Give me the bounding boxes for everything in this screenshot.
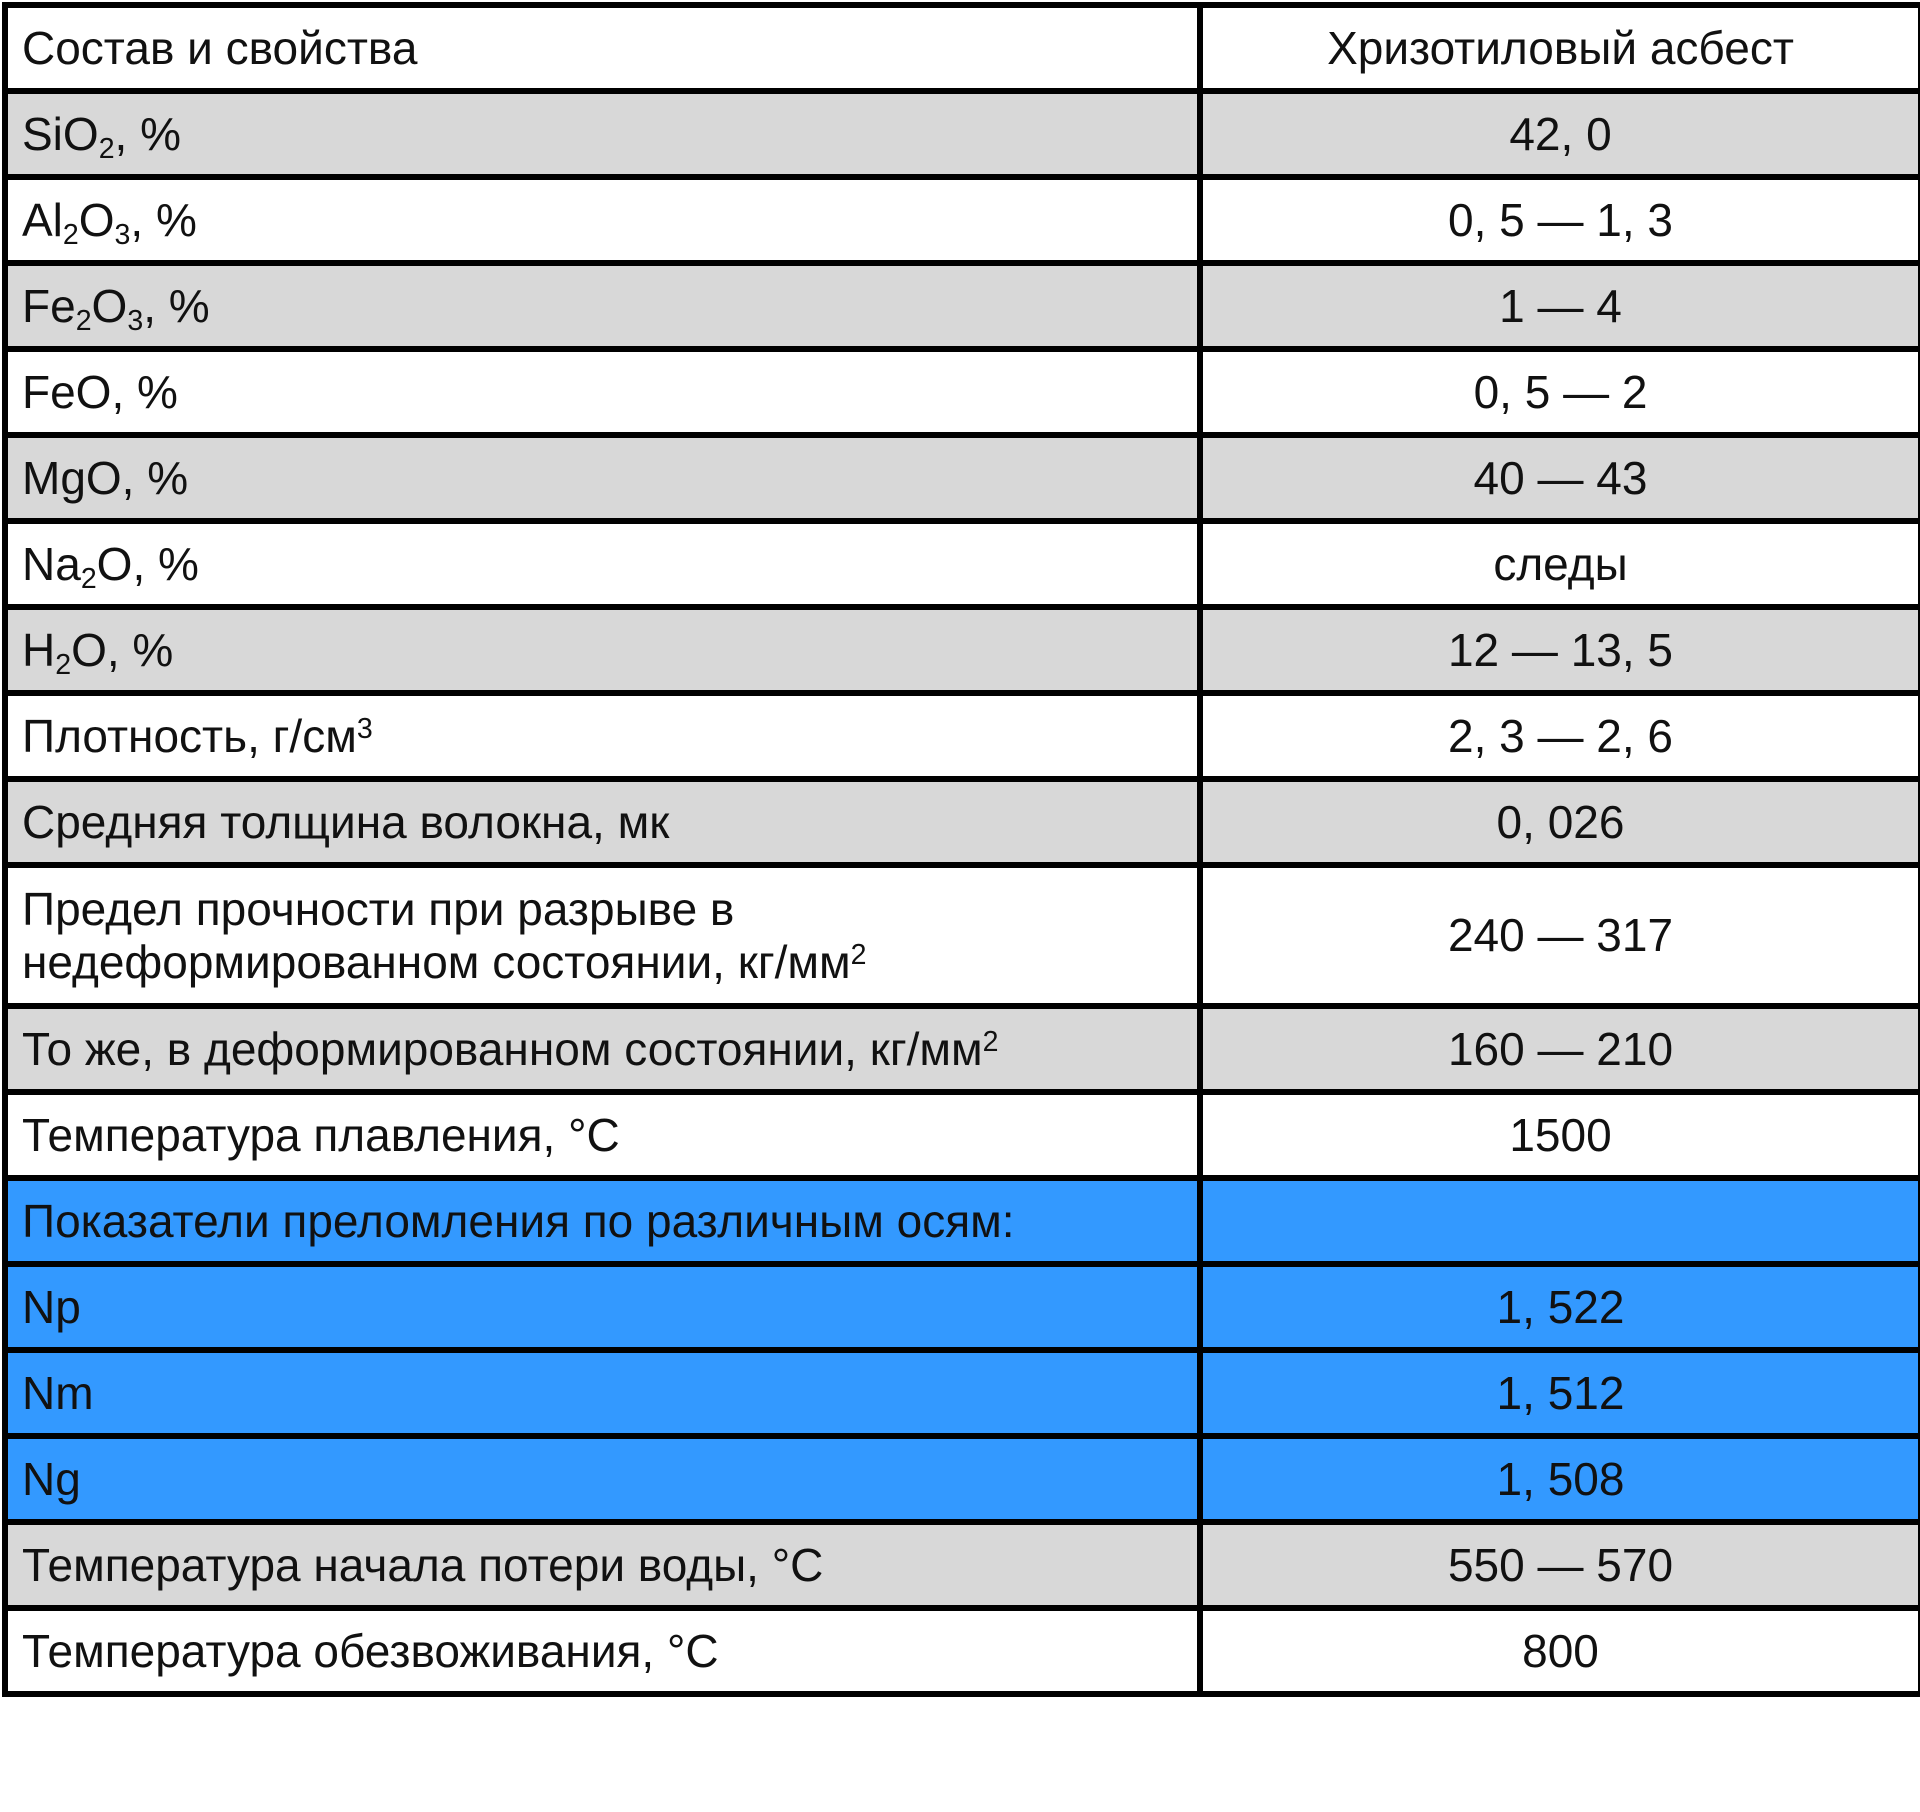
row-value: 2, 3 — 2, 6 xyxy=(1200,693,1920,779)
table-row xyxy=(5,865,1920,1006)
formula-subscript: 2 xyxy=(62,218,79,251)
row-label: Ng xyxy=(5,1436,1200,1522)
row-value: 1500 xyxy=(1200,1092,1920,1178)
unit-superscript: 2 xyxy=(982,1025,999,1058)
row-value: 160 — 210 xyxy=(1200,1006,1920,1092)
label-line-1: Предел прочности при разрыве в xyxy=(22,882,735,935)
table-row xyxy=(5,91,1920,177)
row-label xyxy=(5,263,1200,349)
row-label: Температура плавления, °C xyxy=(5,1092,1200,1178)
row-value: 1, 512 xyxy=(1200,1350,1920,1436)
formula-subscript: 2 xyxy=(55,648,72,681)
label-text: Плотность, г/см xyxy=(22,709,357,762)
row-label xyxy=(5,693,1200,779)
row-label: FeO, % xyxy=(5,349,1200,435)
row-label xyxy=(5,865,1200,1006)
table-row xyxy=(5,521,1920,607)
row-value: 40 — 43 xyxy=(1200,435,1920,521)
label-unit: , % xyxy=(143,279,210,332)
row-value xyxy=(1200,1178,1920,1264)
formula-base: SiO xyxy=(22,107,99,160)
label-unit: O, % xyxy=(71,623,174,676)
row-value: 0, 5 — 1, 3 xyxy=(1200,177,1920,263)
formula-subscript: 2 xyxy=(98,132,115,165)
row-label: Nm xyxy=(5,1350,1200,1436)
table-row xyxy=(5,1006,1920,1092)
header-property: Состав и свойства xyxy=(5,5,1200,91)
unit-superscript: 3 xyxy=(356,712,373,745)
row-value: 0, 026 xyxy=(1200,779,1920,865)
formula-part: O xyxy=(78,193,115,246)
label-unit: , % xyxy=(114,107,182,160)
table-row xyxy=(5,1092,1920,1178)
formula-part: Al xyxy=(22,193,63,246)
row-label: Показатели преломления по различным осям: xyxy=(5,1178,1200,1264)
row-value: следы xyxy=(1200,521,1920,607)
table-row xyxy=(5,177,1920,263)
row-label: MgO, % xyxy=(5,435,1200,521)
formula-subscript: 3 xyxy=(127,304,144,337)
formula-subscript: 2 xyxy=(75,304,92,337)
unit-superscript: 2 xyxy=(850,938,867,971)
formula-base: H xyxy=(22,623,56,676)
row-label: Np xyxy=(5,1264,1200,1350)
table-row xyxy=(5,1522,1920,1608)
row-value: 1, 522 xyxy=(1200,1264,1920,1350)
table-row-section-header xyxy=(5,1178,1920,1264)
label-unit: , % xyxy=(130,193,197,246)
table-row xyxy=(5,263,1920,349)
formula-base: Na xyxy=(22,537,81,590)
row-label xyxy=(5,177,1200,263)
table-row xyxy=(5,1608,1920,1694)
row-label: Средняя толщина волокна, мк xyxy=(5,779,1200,865)
row-label xyxy=(5,91,1200,177)
table-row xyxy=(5,1350,1920,1436)
row-value: 800 xyxy=(1200,1608,1920,1694)
row-value: 1, 508 xyxy=(1200,1436,1920,1522)
row-label xyxy=(5,1006,1200,1092)
label-unit: O, % xyxy=(96,537,199,590)
formula-part: O xyxy=(91,279,128,332)
row-value: 0, 5 — 2 xyxy=(1200,349,1920,435)
formula-part: Fe xyxy=(22,279,76,332)
table-row xyxy=(5,349,1920,435)
header-value: Хризотиловый асбест xyxy=(1200,5,1920,91)
label-text: То же, в деформированном состоянии, кг/мм xyxy=(22,1022,983,1075)
table-row xyxy=(5,607,1920,693)
row-value: 1 — 4 xyxy=(1200,263,1920,349)
row-value: 12 — 13, 5 xyxy=(1200,607,1920,693)
row-label xyxy=(5,521,1200,607)
formula-subscript: 2 xyxy=(80,562,97,595)
table-row xyxy=(5,779,1920,865)
table-row xyxy=(5,693,1920,779)
table-row xyxy=(5,435,1920,521)
row-value: 42, 0 xyxy=(1200,91,1920,177)
table-row xyxy=(5,1436,1920,1522)
row-label: Температура обезвоживания, °C xyxy=(5,1608,1200,1694)
row-label xyxy=(5,607,1200,693)
asbestos-properties-table xyxy=(2,2,1920,1697)
row-value: 240 — 317 xyxy=(1200,865,1920,1006)
header-row xyxy=(5,5,1920,91)
row-value: 550 — 570 xyxy=(1200,1522,1920,1608)
row-label: Температура начала потери воды, °C xyxy=(5,1522,1200,1608)
table-row xyxy=(5,1264,1920,1350)
formula-subscript: 3 xyxy=(114,218,131,251)
label-line-2: недеформированном состоянии, кг/мм xyxy=(22,935,851,988)
